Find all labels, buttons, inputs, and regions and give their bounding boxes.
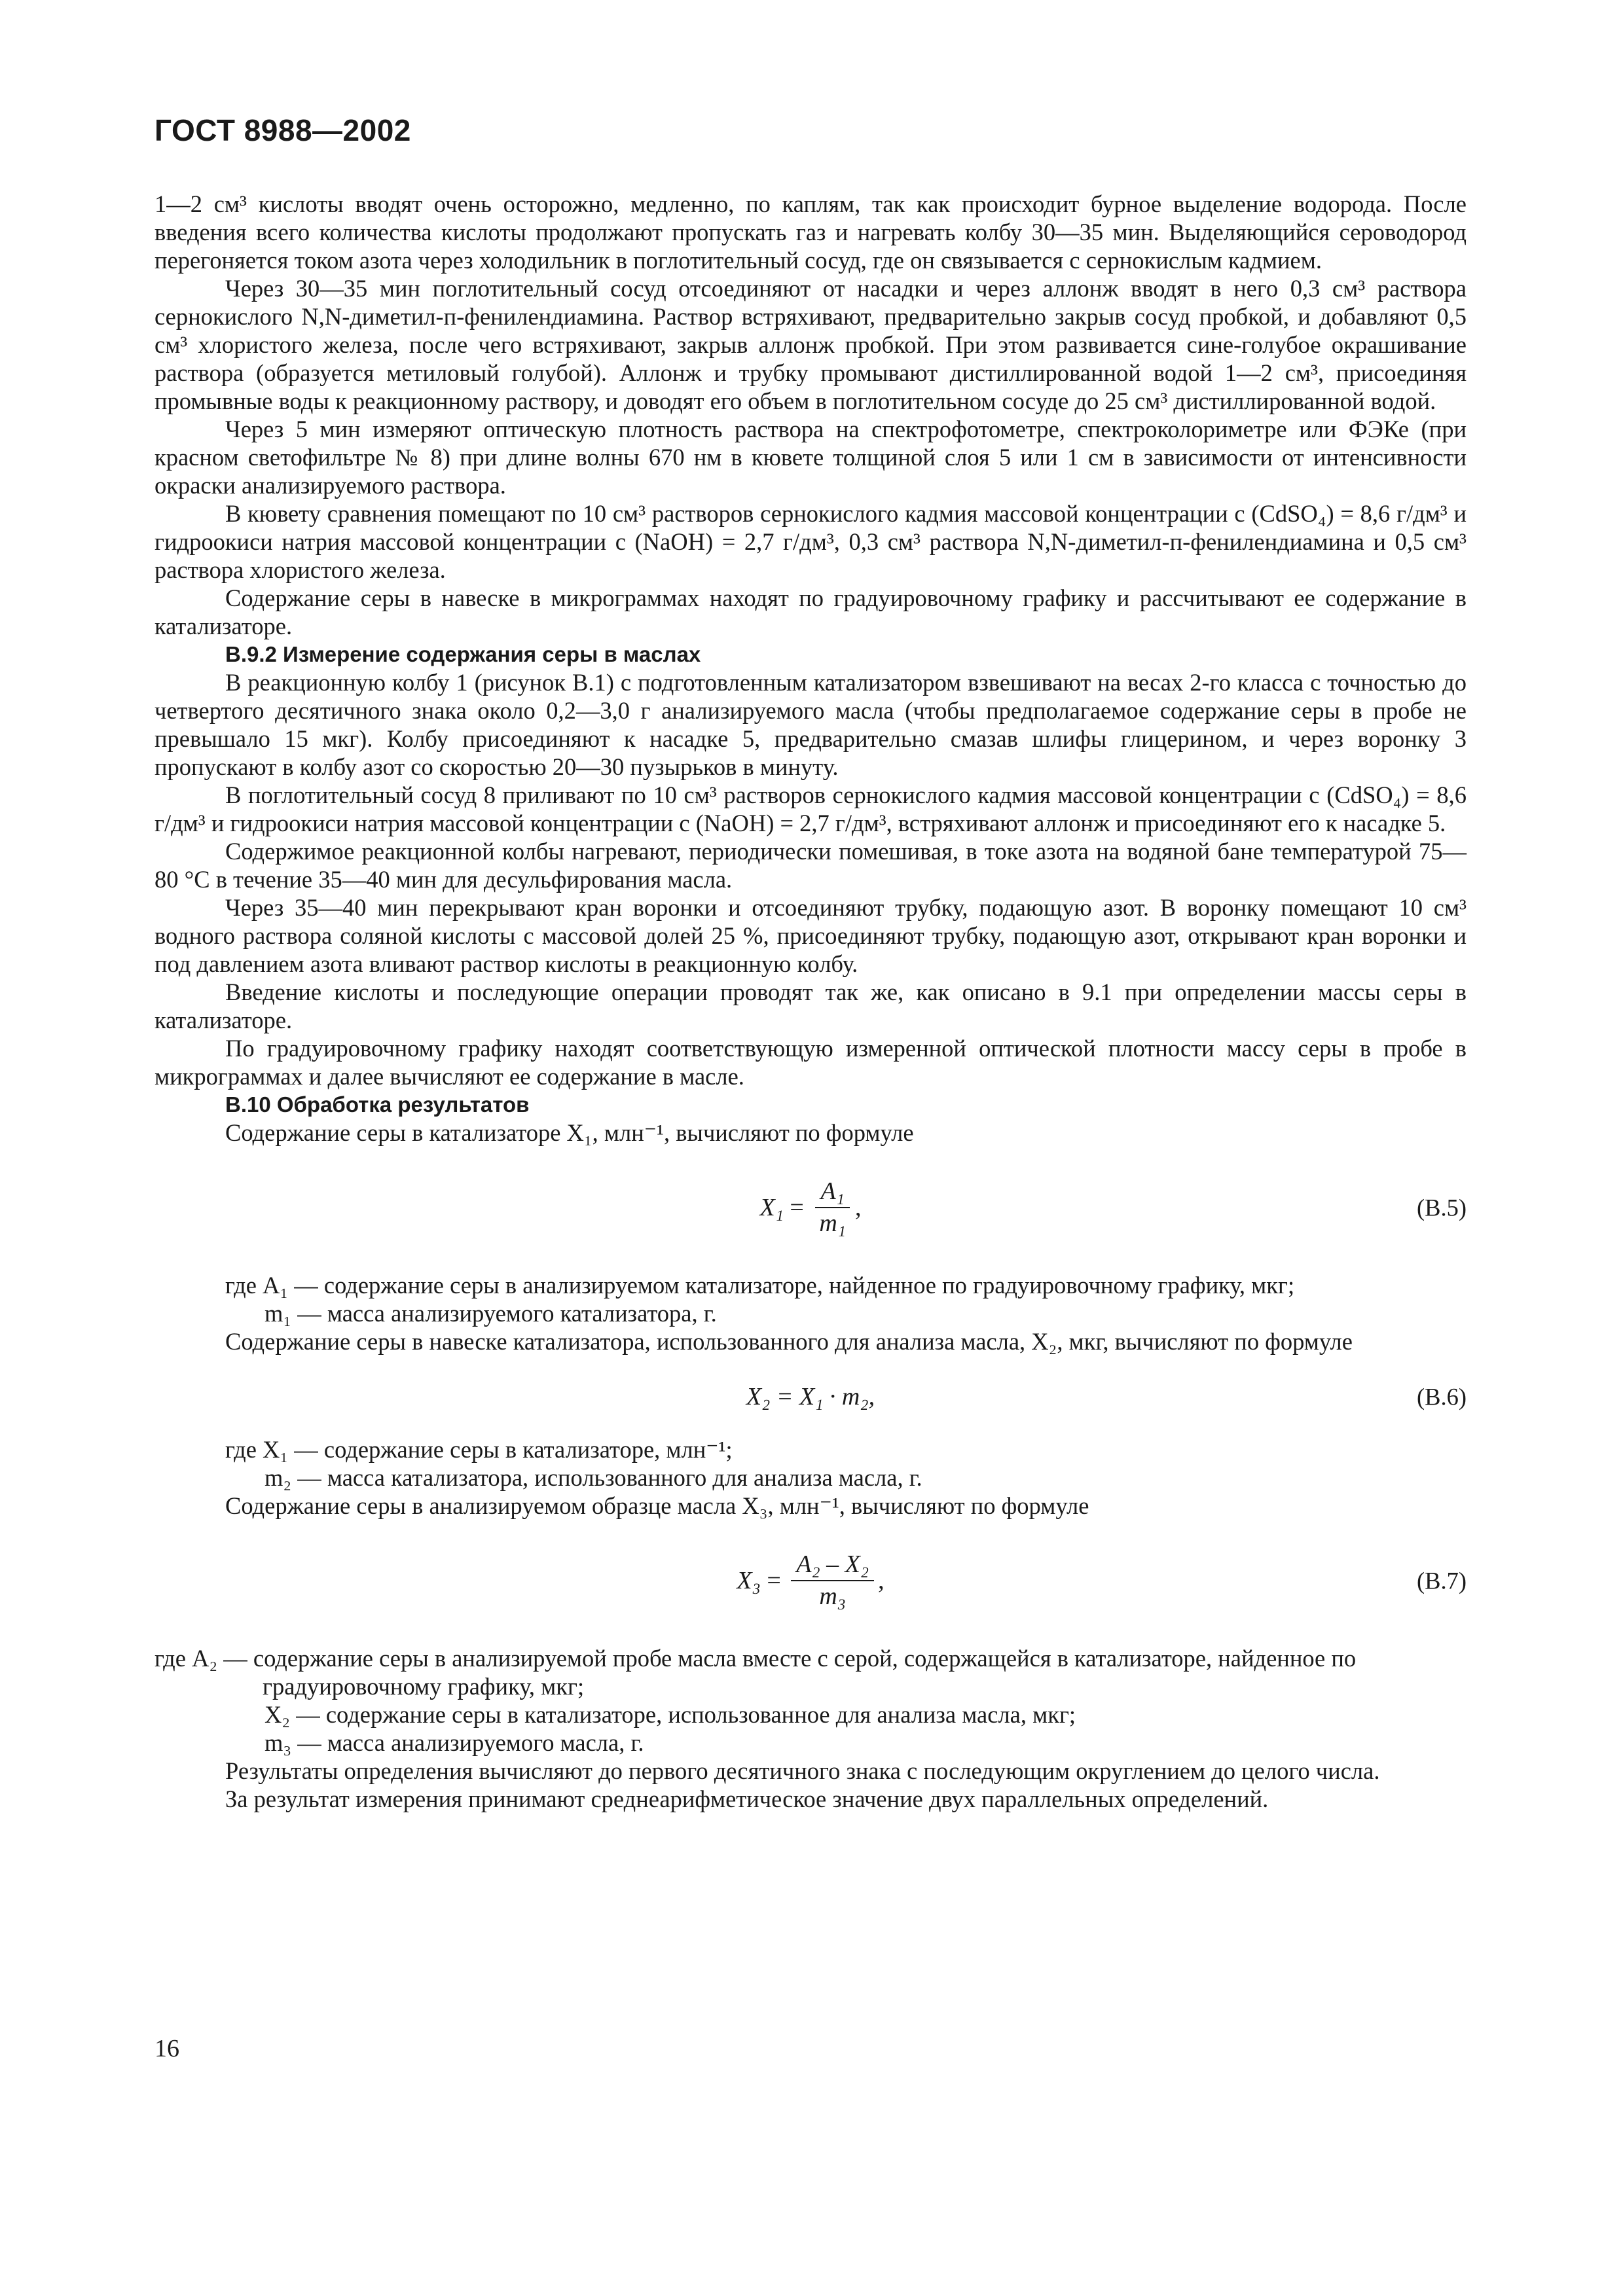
section-heading: В.10 Обработка результатов — [225, 1092, 530, 1117]
definition-line: m₂ — масса катализатора, использованного для анализа масла, г. — [264, 1464, 922, 1491]
definition-line: где X₁ — содержание серы в катализаторе, млн⁻¹; — [225, 1436, 733, 1463]
fraction-denominator: m₁ — [819, 1210, 847, 1237]
formula-b7 — [155, 1532, 1467, 1630]
paragraph: 1—2 см³ кислоты вводят очень осторожно, медленно, по каплям, так как происходит бурное выделение водорода. После введения всего количества кислоты продолжают пропускать газ и нагревать колбу 30—35 мин. Выделяющийся сероводород перегоняется током азота через холодильник в поглотительный сосуд, где он связывается с сернокислым кадмием. — [155, 190, 1467, 274]
section-heading: В.9.2 Измерение содержания серы в маслах — [225, 642, 701, 666]
paragraph: За результат измерения принимают среднеарифметическое значение двух параллельных определений. — [225, 1785, 1269, 1812]
paragraph: Содержание серы в катализаторе X₁, млн⁻¹, вычисляют по формуле — [225, 1119, 914, 1146]
definition-line: m₁ — масса анализируемого катализатора, г. — [264, 1300, 717, 1327]
document-header: ГОСТ 8988—2002 — [155, 113, 411, 147]
paragraph: Через 30—35 мин поглотительный сосуд отсоединяют от насадки и через аллонж вводят в него 0,3 см³ раствора сернокислого N,N-диметил-п-фенилендиамина. Раствор встряхивают, предварительно закрыв сосуд пробкой, и добавляют 0,5 см³ хлористого железа, после чего встряхивают, закрыв аллонж пробкой. При этом развивается сине-голубое окрашивание раствора (образуется метиловый голубой). Аллонж и трубку промывают дистиллированной водой 1—2 см³, присоединяя промывные воды к реакционному раствору, и доводят его объем в поглотительном сосуде до 25 см³ дистиллированной водой. — [155, 275, 1467, 414]
equation-number: (В.5) — [1416, 1194, 1467, 1221]
formula-tail: , — [855, 1193, 862, 1221]
paragraph: Содержимое реакционной колбы нагревают, периодически помешивая, в токе азота на водяной бане температурой 75—80 °С в течение 35—40 мин для десульфирования масла. — [155, 838, 1467, 893]
paragraph: Через 5 мин измеряют оптическую плотность раствора на спектрофотометре, спектроколориметре или ФЭКе (при красном светофильтре № 8) при длине волны 670 нм в кювете толщиной слоя 5 или 1 см в зависимости от интенсивности окраски анализируемого раствора. — [155, 416, 1467, 499]
formula-text: X₂ = X₁ · m₂, — [746, 1382, 875, 1410]
paragraph: По градуировочному графику находят соответствующую измеренной оптической плотности массу серы в пробе в микрограммах и далее вычисляют ее содержание в масле. — [155, 1035, 1467, 1090]
paragraph: Содержание серы в анализируемом образце масла X₃, млн⁻¹, вычисляют по формуле — [225, 1492, 1089, 1519]
formula-lhs: X₁ — [759, 1193, 784, 1221]
equals-sign: = — [783, 1193, 811, 1221]
paragraph: Результаты определения вычисляют до первого десятичного знака с последующим округлением до целого числа. — [225, 1757, 1380, 1784]
paragraph: Содержание серы в навеске в микрограммах находят по градуировочному графику и рассчитывают ее содержание в катализаторе. — [155, 584, 1467, 639]
page-number: 16 — [155, 2035, 179, 2062]
equation-number: (В.6) — [1416, 1383, 1467, 1410]
fraction — [814, 1177, 851, 1238]
formula-b5 — [155, 1158, 1467, 1257]
formula-b6 — [155, 1367, 1467, 1426]
definition-line: где A₂ — содержание серы в анализируемой пробе масла вместе с серой, содержащейся в катализаторе, найденное по градуировочному графику, мкг; — [155, 1645, 1357, 1700]
definition-line: X₂ — содержание серы в катализаторе, использованное для анализа масла, мкг; — [264, 1701, 1076, 1728]
definition-line: m₃ — масса анализируемого масла, г. — [264, 1729, 644, 1756]
formula-expression — [155, 1158, 1467, 1257]
equals-sign: = — [760, 1566, 788, 1594]
document-body — [155, 190, 1467, 1813]
equation-number: (В.7) — [1416, 1567, 1467, 1594]
formula-expression — [155, 1367, 1467, 1426]
formula-tail: , — [878, 1566, 884, 1594]
paragraph: Введение кислоты и последующие операции проводят так же, как описано в 9.1 при определении массы серы в катализаторе. — [155, 978, 1467, 1033]
fraction-numerator: A₂ – X₂ — [791, 1551, 874, 1581]
formula-lhs: X₃ — [737, 1566, 761, 1594]
paragraph: В кювету сравнения помещают по 10 см³ растворов сернокислого кадмия массовой концентрации c (CdSO₄) = 8,6 г/дм³ и гидроокиси натрия массовой концентрации c (NaOH) = 2,7 г/дм³, 0,3 см³ раствора N,N-диметил-п-фенилендиамина и 0,5 см³ раствора хлористого железа. — [155, 500, 1467, 583]
fraction — [791, 1551, 874, 1611]
fraction-numerator: A₁ — [815, 1177, 849, 1208]
paragraph: Содержание серы в навеске катализатора, использованного для анализа масла, X₂, мкг, вычисляют по формуле — [225, 1328, 1353, 1355]
paragraph: Через 35—40 мин перекрывают кран воронки и отсоединяют трубку, подающую азот. В воронку помещают 10 см³ водного раствора соляной кислоты с массовой долей 25 %, присоединяют трубку, подающую азот, открывают кран воронки и под давлением азота вливают раствор кислоты в реакционную колбу. — [155, 894, 1467, 977]
paragraph: В реакционную колбу 1 (рисунок В.1) с подготовленным катализатором взвешивают на весах 2-го класса с точностью до четвертого десятичного знака около 0,2—3,0 г анализируемого масла (чтобы предполагаемое содержание серы в пробе не превышало 15 мкг). Колбу присоединяют к насадке 5, предварительно смазав шлифы глицерином, и через воронку 3 пропускают в колбу азот со скоростью 20—30 пузырьков в минуту. — [155, 669, 1467, 780]
paragraph: В поглотительный сосуд 8 приливают по 10 см³ растворов сернокислого кадмия массовой концентрации c (CdSO₄) = 8,6 г/дм³ и гидроокиси натрия массовой концентрации c (NaOH) = 2,7 г/дм³, встряхивают аллонж и присоединяют его к насадке 5. — [155, 781, 1467, 836]
definition-line: где A₁ — содержание серы в анализируемом катализаторе, найденное по градуировочному графику, мкг; — [225, 1272, 1295, 1299]
fraction-denominator: m₃ — [819, 1583, 846, 1610]
formula-expression — [155, 1532, 1467, 1630]
